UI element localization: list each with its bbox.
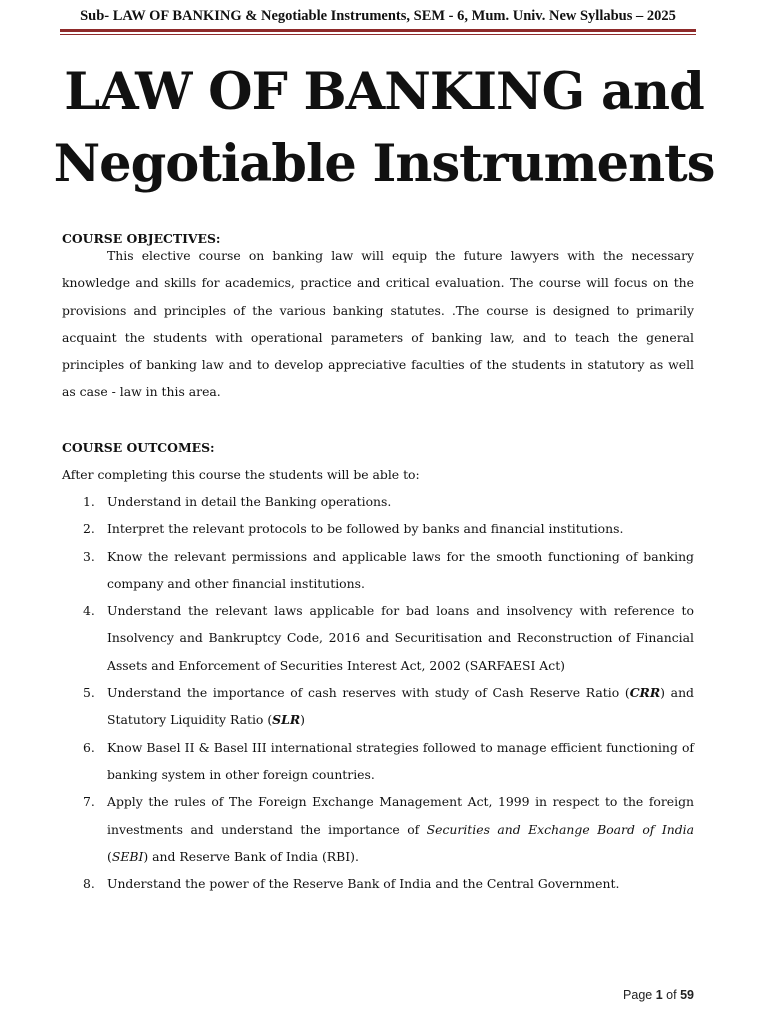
list-number: 1. (83, 494, 95, 509)
outcomes-heading: COURSE OUTCOMES: (62, 440, 215, 455)
total-pages: 59 (680, 988, 694, 1002)
list-item (62, 515, 694, 542)
running-header: Sub- LAW OF BANKING & Negotiable Instruments, SEM - 6, Mum. Univ. New Syllabus – 2025 (80, 8, 676, 24)
document-title (40, 56, 728, 200)
list-item (62, 788, 694, 870)
current-page-number: 1 (655, 988, 663, 1002)
list-item (62, 870, 694, 897)
title-line-1: LAW OF BANKING and (64, 62, 704, 122)
list-number: 7. (83, 794, 95, 810)
slr-abbreviation: SLR (272, 712, 301, 728)
objectives-paragraph: This elective course on banking law will equip the future lawyers with the necessary knowledge and skills for academics, practice and critical evaluation. The course will focus on the provisions and principles of the various banking statutes. .The course is designed to primarily acquaint the students with operational parameters of banking law, and to teach the general principles of banking law and to develop appreciative faculties of the students in statutory as well as case - law in this area. (62, 248, 694, 400)
outcomes-list (62, 488, 694, 897)
page-word: Page (623, 988, 653, 1002)
list-item-text: Know the relevant permissions and applicable laws for the smooth functioning of banking company and other financial institutions. (107, 548, 694, 591)
list-item-text-c: ) (300, 712, 305, 728)
sebi-abbreviation: SEBI (111, 848, 144, 864)
list-number: 6. (83, 739, 95, 755)
title-line-2: Negotiable Instruments (53, 134, 715, 194)
header-rule-thin (60, 34, 696, 35)
list-item-text: Understand the relevant laws applicable for bad loans and insolvency with reference to Insolvency and Bankruptcy Code, 2016 and Securitisation and Reconstruction of Financial Assets and Enforcement of Securities Interest Act, 2002 (SARFAESI Act) (107, 603, 694, 673)
list-item-text-a: Apply the rules of The Foreign Exchange Management Act, 1999 in respect to the foreign investments and understand the importance of (107, 794, 694, 837)
list-number: 8. (83, 876, 95, 892)
list-item-text: Interpret the relevant protocols to be followed by banks and financial institutions. (107, 521, 624, 537)
list-item-text-c: ) and Reserve Bank of India (RBI). (143, 848, 359, 864)
list-item-text: Understand in detail the Banking operations. (107, 494, 392, 509)
list-item-text: Know Basel II & Basel III international strategies followed to manage efficient functioning of banking system in other foreign countries. (107, 739, 694, 782)
list-item (62, 597, 694, 679)
list-item-text-b: ( (107, 848, 112, 864)
list-item-text-b: ) and Statutory Liquidity Ratio ( (107, 685, 694, 728)
sebi-full-name: Securities and Exchange Board of India (426, 821, 694, 837)
list-item (62, 488, 694, 515)
list-number: 4. (83, 603, 95, 619)
list-item-text-a: Understand the importance of cash reserves with study of Cash Reserve Ratio ( (107, 685, 630, 701)
list-number: 5. (83, 685, 95, 701)
of-word: of (666, 988, 677, 1002)
list-item (62, 679, 694, 734)
outcomes-intro: After completing this course the students will be able to: (62, 467, 420, 482)
list-item-text: Understand the power of the Reserve Bank of India and the Central Government. (107, 876, 620, 892)
list-item (62, 543, 694, 598)
header-rule-thick (60, 29, 696, 32)
list-number: 2. (83, 521, 95, 537)
list-number: 3. (83, 548, 95, 564)
crr-abbreviation: CRR (629, 685, 661, 701)
list-item (62, 734, 694, 789)
page-number-footer (623, 988, 694, 1002)
objectives-heading: COURSE OBJECTIVES: (62, 231, 221, 246)
